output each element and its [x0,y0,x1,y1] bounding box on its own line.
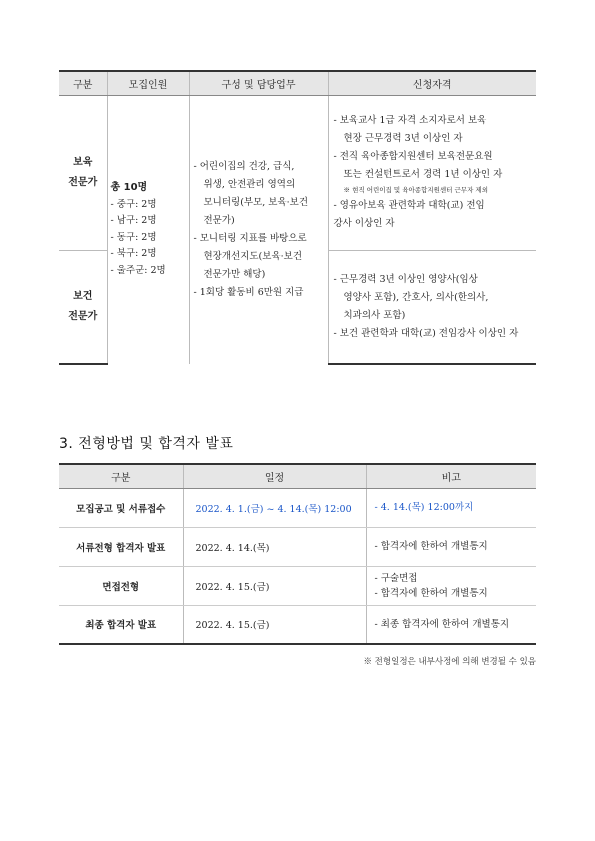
staff-item: - 울주군: 2명 [110,264,166,276]
staff-total: 총 10명 [110,182,148,194]
row-category: 면접전형 [59,566,183,605]
row-category: 최종 합격자 발표 [59,605,183,644]
duty-line: - 1회당 활동비 6만원 지급 [193,286,304,298]
qualification-note: ※ 현직 어린이집 및 육아종합지원센터 근무자 제외 [343,186,488,194]
table-row [59,566,536,605]
staff-item: - 동구: 2명 [110,231,157,243]
table-row [59,527,536,566]
qualification-line: 영양사 포함), 간호사, 의사(한의사, [343,291,489,303]
row-category [59,95,107,250]
row-notes [366,566,536,605]
row-schedule: 2022. 4. 1.(금) ~ 4. 14.(목) 12:00 [183,488,366,527]
note-line: - 4. 14.(목) 12:00까지 [374,502,474,513]
qualification-line: - 근무경력 3년 이상인 영양사(임상 [333,273,478,285]
recruitment-table [59,70,536,365]
header-notes: 비고 [366,464,536,488]
row-category: 모집공고 및 서류접수 [59,488,183,527]
qualification-line: 현장 근무경력 3년 이상인 자 [343,133,463,144]
row-schedule: 2022. 4. 14.(목) [183,527,366,566]
category-line: 보건 [73,290,93,302]
header-duties: 구성 및 담당업무 [189,71,328,95]
duties-cell [189,95,328,364]
schedule-footnote: ※ 전형일정은 내부사정에 의해 변경될 수 있음 [363,657,536,667]
section-title: 3. 전형방법 및 합격자 발표 [59,436,234,452]
duty-line: 전문가) [203,214,235,226]
row-category [59,250,107,364]
duty-line: - 어린이집의 건강, 급식, [193,160,295,172]
duty-line: 위생, 안전관리 영역의 [203,178,296,190]
qualification-line: 강사 이상인 자 [333,218,395,229]
qualification-line: - 전직 육아종합지원센터 보육전문요원 [333,151,493,162]
note-line: - 합격자에 한하여 개별통지 [374,587,488,599]
row-notes [366,488,536,527]
table-row [59,95,536,250]
staff-item: - 중구: 2명 [110,198,157,210]
row-notes [366,605,536,644]
header-qualifications: 신청자격 [328,71,536,95]
duty-line: - 모니터링 지표를 바탕으로 [193,232,307,244]
qualification-line: - 보건 관련학과 대학(교) 전임강사 이상인 자 [333,327,519,339]
header-schedule: 일정 [183,464,366,488]
header-category: 구분 [59,464,183,488]
table-row [59,488,536,527]
note-line: - 구술면접 [374,572,418,584]
qualification-line: 또는 컨설턴트로서 경력 1년 이상인 자 [343,169,503,180]
header-category: 구분 [59,71,107,95]
category-line: 전문가 [68,310,98,322]
category-line: 보육 [73,156,93,168]
note-line: - 최종 합격자에 한하여 개별통지 [374,618,510,630]
qualification-line: 치과의사 포함) [343,309,406,321]
row-category: 서류전형 합격자 발표 [59,527,183,566]
schedule-table-header [59,464,536,488]
duty-line: 현장개선지도(보육·보건 [203,250,302,262]
row-schedule: 2022. 4. 15.(금) [183,566,366,605]
table-row [59,605,536,644]
qualifications-cell [328,250,536,364]
row-notes [366,527,536,566]
header-staff: 모집인원 [107,71,189,95]
duty-line: 전문가만 해당) [203,268,266,280]
category-line: 전문가 [68,176,98,188]
staff-cell [107,95,189,364]
qualification-line: - 보육교사 1급 자격 소지자로서 보육 [333,115,487,126]
recruitment-table-header [59,71,536,95]
schedule-table [59,463,536,645]
qualification-line: - 영유아보육 관련학과 대학(교) 전임 [333,200,485,211]
staff-item: - 북구: 2명 [110,248,157,260]
row-schedule: 2022. 4. 15.(금) [183,605,366,644]
duty-line: 모니터링(부모, 보육·보건 [203,196,309,208]
note-line: - 합격자에 한하여 개별통지 [374,541,488,552]
staff-item: - 남구: 2명 [110,215,157,227]
qualifications-cell [328,95,536,250]
